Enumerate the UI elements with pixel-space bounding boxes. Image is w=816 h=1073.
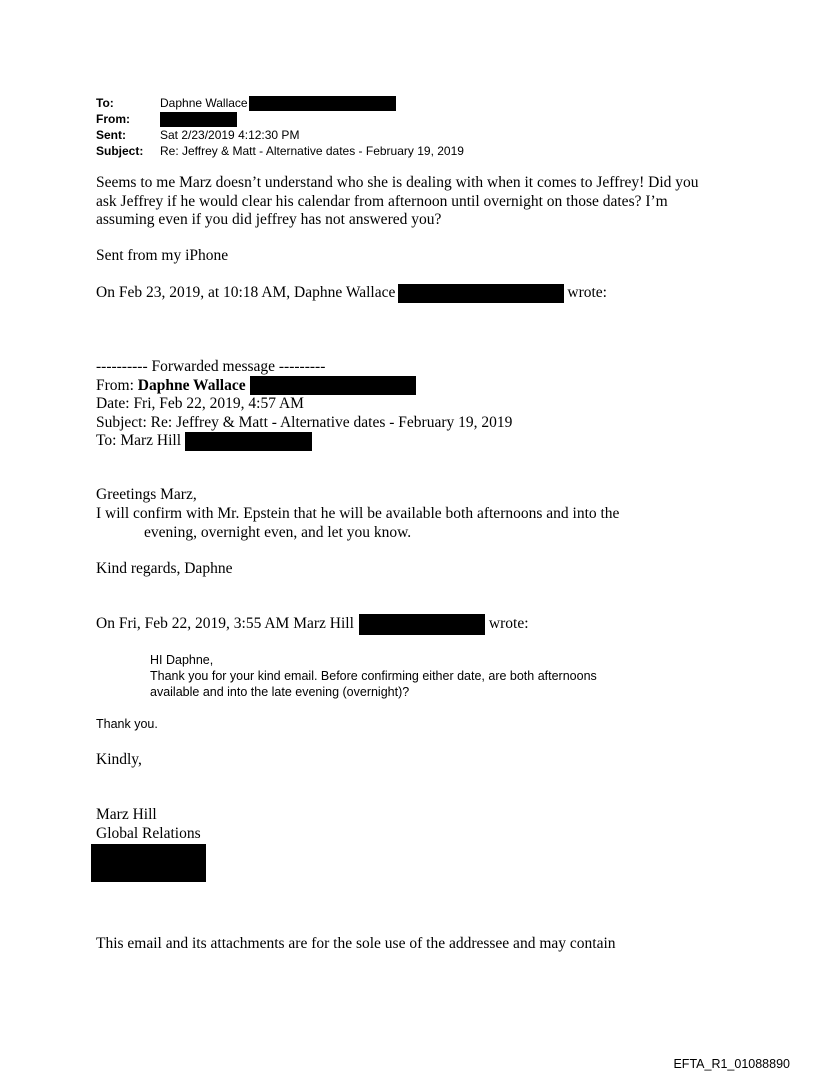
subject-label: Subject: (96, 144, 144, 158)
redaction-block (91, 844, 206, 882)
forwarded-to-text: To: Marz Hill (96, 432, 182, 449)
header-from-row (96, 111, 464, 127)
to-label: To: (96, 96, 114, 110)
quote-attribution-suffix: wrote: (488, 615, 529, 632)
quote-attribution-prefix: On Feb 23, 2019, at 10:18 AM, Daphne Wallace (96, 284, 396, 301)
redaction-block (185, 432, 312, 451)
signature-name: Marz Hill (96, 806, 157, 823)
reply-closing: Kind regards, Daphne (96, 560, 233, 577)
reply-line: evening, overnight even, and let you know. (144, 524, 412, 541)
quote-attribution-prefix: On Fri, Feb 22, 2019, 3:55 AM Marz Hill (96, 615, 354, 632)
document-id: EFTA_R1_01088890 (673, 1057, 790, 1071)
forwarded-date: Date: Fri, Feb 22, 2019, 4:57 AM (96, 395, 304, 412)
header-subject-row (96, 143, 464, 159)
from-label: From: (96, 112, 130, 126)
reply-line: I will confirm with Mr. Epstein that he will be available both afternoons and into the (96, 505, 620, 522)
disclaimer: This email and its attachments are for the sole use of the addressee and may contain (96, 935, 616, 952)
body-line: Seems to me Marz doesn’t understand who she is dealing with when it comes to Jeffrey! Did you (96, 174, 699, 191)
forwarded-divider: ---------- Forwarded message --------- (96, 358, 326, 375)
forwarded-from-name: Daphne Wallace (137, 376, 246, 394)
forwarded-from (96, 377, 512, 396)
redaction-block (249, 96, 396, 111)
redaction-block (160, 112, 237, 127)
quote-attribution (96, 284, 607, 303)
original-line: Thank you for your kind email. Before confirming either date, are both afternoons (150, 669, 597, 683)
forwarded-from-label: From: (96, 376, 134, 394)
reply-greeting: Greetings Marz, (96, 486, 197, 503)
header-sent-row (96, 127, 464, 143)
subject-value: Re: Jeffrey & Matt - Alternative dates - February 19, 2019 (160, 144, 464, 158)
redaction-block (359, 614, 485, 635)
forwarded-subject: Subject: Re: Jeffrey & Matt - Alternative dates - February 19, 2019 (96, 413, 513, 431)
quote-attribution (96, 615, 529, 634)
sent-value: Sat 2/23/2019 4:12:30 PM (160, 128, 300, 142)
original-line: available and into the late evening (overnight)? (150, 685, 410, 699)
signature-title: Global Relations (96, 825, 201, 842)
original-greeting: HI Daphne, (150, 653, 214, 667)
quote-attribution-suffix: wrote: (567, 284, 607, 301)
original-thanks: Thank you. (96, 717, 158, 731)
to-value: Daphne Wallace (160, 96, 248, 110)
sent-label: Sent: (96, 128, 126, 142)
body-paragraph (96, 174, 699, 230)
body-line: ask Jeffrey if he would clear his calendar from afternoon until overnight on those dates? I’m (96, 192, 668, 210)
forwarded-block (96, 358, 512, 451)
email-header (96, 95, 464, 159)
redaction-block (398, 284, 564, 303)
body-line: assuming even if you did jeffrey has not answered you? (96, 211, 442, 228)
redaction-block (250, 376, 416, 395)
forwarded-to (96, 432, 512, 451)
mobile-signature: Sent from my iPhone (96, 247, 229, 264)
original-kindly: Kindly, (96, 751, 142, 768)
header-to-row (96, 95, 464, 111)
